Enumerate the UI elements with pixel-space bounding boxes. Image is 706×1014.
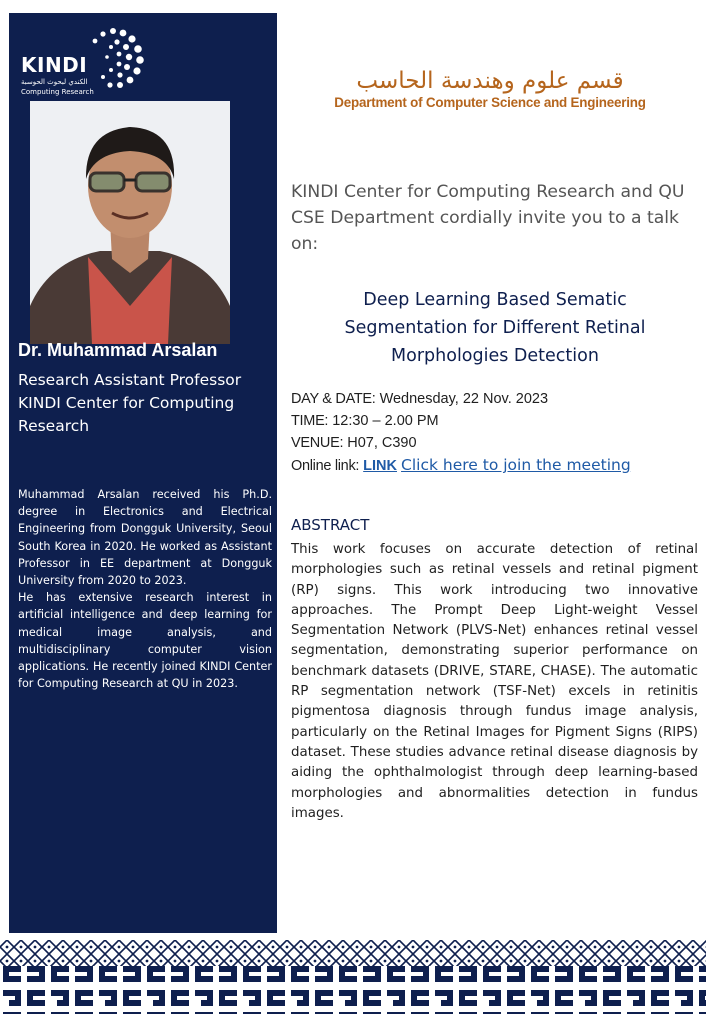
venue-label: VENUE: — [291, 435, 344, 451]
bio-paragraph-1: Muhammad Arsalan received his Ph.D. degree in Electronics and Electrical Engineering from Dongguk University, Seoul South Korea in 2020. He worked as Assistant Professor in EE department at Dongguk University from 2020 to 2023. — [18, 488, 272, 588]
time-value: 12:30 – 2.00 PM — [332, 413, 439, 429]
kindi-logo — [19, 21, 139, 101]
time-label: TIME: — [291, 413, 329, 429]
logo-subtitle: Computing Research — [21, 88, 94, 96]
meeting-link[interactable]: Click here to join the meeting — [401, 456, 631, 474]
department-arabic: قسم علوم وهندسة الحاسب — [356, 68, 624, 94]
department-english: Department of Computer Science and Engineering — [334, 95, 646, 110]
online-label: Online link: — [291, 458, 360, 474]
kindi-dots-icon — [81, 25, 145, 89]
logo-wordmark: KINDI — [21, 53, 88, 77]
meeting-link-short[interactable]: LINK — [363, 458, 398, 474]
date-value: Wednesday, 22 Nov. 2023 — [379, 391, 549, 407]
abstract-heading: ABSTRACT — [291, 516, 370, 534]
invitation-text: KINDI Center for Computing Research and QU CSE Department cordially invite you to a talk on: — [291, 182, 685, 254]
bio-paragraph-2: He has extensive research interest in artificial intelligence and deep learning for medical image analysis, and multidisciplinary computer vision applications. He recently joined KINDI Center for Computing Research at QU in 2023. — [18, 591, 272, 691]
speaker-title: Research Assistant Professor — [18, 371, 242, 389]
date-row — [291, 388, 701, 410]
event-details — [291, 388, 701, 477]
logo-arabic-text: الكندي لبحوث الحوسبة — [21, 78, 88, 86]
date-label: DAY & DATE: — [291, 391, 376, 407]
speaker-affiliation: KINDI Center for Computing Research — [18, 394, 235, 435]
speaker-sidebar — [9, 13, 277, 933]
department-header — [300, 67, 680, 110]
speaker-name: Dr. Muhammad Arsalan — [18, 340, 218, 360]
online-row — [291, 454, 701, 477]
speaker-photo — [30, 101, 230, 344]
decorative-pattern-band — [0, 940, 706, 1014]
speaker-bio — [18, 486, 272, 692]
venue-value: H07, C390 — [347, 435, 417, 451]
abstract-text: This work focuses on accurate detection of retinal morphologies such as retinal vessels and retinal pigment (RP) signs. This work introducing two innovative approaches. The Prompt Deep Light-weight Vessel Segmentation Network (PLVS-Net) enhances retinal vessel segmentation, demonstrating superior performance on benchmark datasets (DRIVE, STARE, CHASE). The automatic RP segmentation network (TSF-Net) excels in retinitis pigmentosa diagnosis through fundus image analysis, particularly on the Retinal Images for Pigment Signs (RIPS) dataset. These studies advance retinal disease diagnosis by aiding the ophthalmologist through deep learning-based morphologies and abnormalities detection in fundus images. — [291, 542, 698, 821]
time-row — [291, 410, 701, 432]
talk-title: Deep Learning Based Sematic Segmentation for Different Retinal Morphologies Detection — [344, 290, 646, 366]
venue-row — [291, 432, 701, 454]
speaker-role — [18, 369, 273, 438]
